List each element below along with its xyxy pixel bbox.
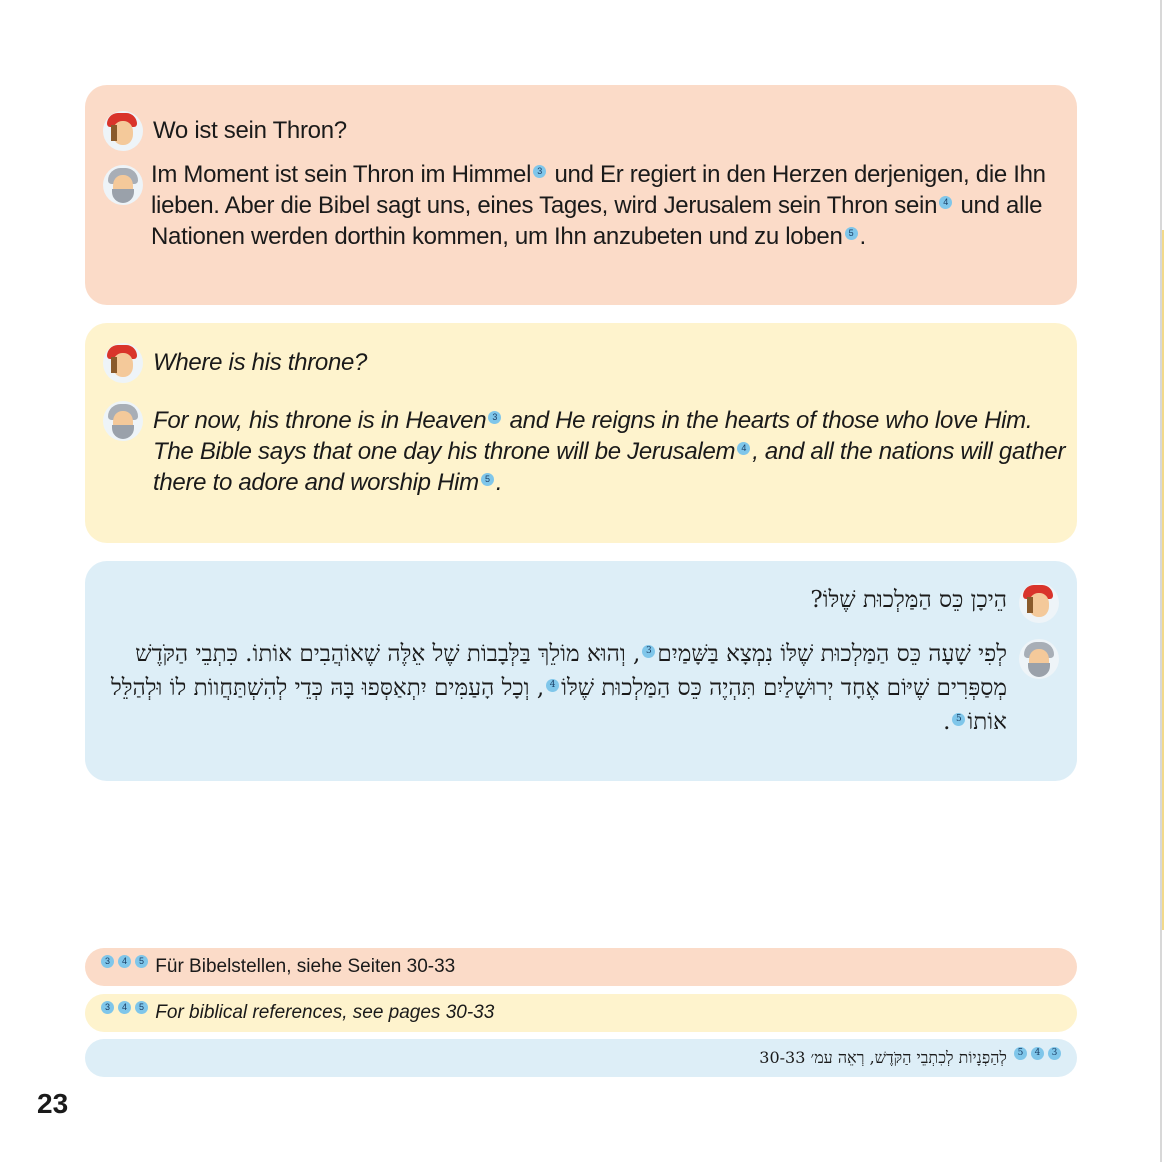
hebrew-answer: לְפִי שָׁעָה כֵּס הַמַּלְכוּת שֶׁלּוֹ נִמְצָא בַּשָּׁמַיִם3, וְהוּא מוֹלֵךְ בַּלְּבָבוֹת שֶׁל אֵלֶּה שֶׁאוֹהֲבִים אוֹתוֹ. כִּתְבֵי הַקֹּדֶשׁ מְסַפְּרִים שֶׁיּוֹם אֶחָד יְרוּשָׁלַיִם תִּהְיֶה כֵּס הַמַּלְכוּת שֶׁלּוֹ4, וְכָל הָעַמִּים יִתְאַסְּפוּ בָּהּ כְּדֵי לְהִשְׁתַּחֲווֹת לוֹ וּלְהַלֵּל אוֹתוֹ5. bbox=[110, 641, 1007, 735]
footnote-badge: 5 bbox=[845, 227, 858, 240]
english-section bbox=[85, 323, 1077, 543]
german-answer: Im Moment ist sein Thron im Himmel 3 und Er regiert in den Herzen derjenigen, die Ihn lieben. Aber die Bibel sagt uns, eines Tages, wird Jerusalem sein Thron sein 4 und alle Nationen werden dorthin kommen, um Ihn anzubeten und zu loben 5 . bbox=[151, 161, 1046, 250]
footnote-badge: 3 bbox=[1048, 1047, 1061, 1060]
german-question: Wo ist sein Thron? bbox=[153, 117, 347, 144]
footnote-badge: 4 bbox=[1031, 1047, 1044, 1060]
german-section bbox=[85, 85, 1077, 305]
hebrew-footnote bbox=[85, 1039, 1077, 1077]
footnote-badge: 5 bbox=[135, 955, 148, 968]
german-footnote bbox=[85, 948, 1077, 986]
german-footnote-text: Für Bibelstellen, siehe Seiten 30-33 bbox=[155, 956, 456, 977]
english-question: Where is his throne? bbox=[153, 349, 368, 376]
footnote-badge: 5 bbox=[1014, 1047, 1027, 1060]
young-man-avatar-icon bbox=[103, 343, 143, 383]
english-footnote bbox=[85, 994, 1077, 1032]
old-man-avatar-icon bbox=[103, 401, 143, 441]
young-man-avatar-icon bbox=[103, 111, 143, 151]
english-footnote-text: For biblical references, see pages 30-33 bbox=[155, 1002, 495, 1023]
footnote-badge: 5 bbox=[952, 713, 965, 726]
english-answer: For now, his throne is in Heaven 3 and He reigns in the hearts of those who love Him. The Bible says that one day his throne will be Jerusalem 4 , and all the nations will gather there to adore and worship Him 5 . bbox=[153, 407, 1066, 496]
footnote-badge: 3 bbox=[533, 165, 546, 178]
footnote-badge: 4 bbox=[118, 1001, 131, 1014]
footnote-badge: 4 bbox=[546, 679, 559, 692]
footnote-badge: 3 bbox=[488, 411, 501, 424]
page-number: 23 bbox=[37, 1088, 69, 1119]
footnote-badge: 5 bbox=[135, 1001, 148, 1014]
footnote-badge: 4 bbox=[939, 196, 952, 209]
old-man-avatar-icon bbox=[1019, 639, 1059, 679]
hebrew-section bbox=[85, 561, 1077, 781]
footnote-badge: 4 bbox=[118, 955, 131, 968]
footnote-badge: 4 bbox=[737, 442, 750, 455]
footnote-badge: 3 bbox=[101, 955, 114, 968]
footnote-badge: 3 bbox=[642, 645, 655, 658]
hebrew-question: הֵיכָן כֵּס הַמַּלְכוּת שֶׁלּוֹ? bbox=[810, 587, 1007, 613]
old-man-avatar-icon bbox=[103, 165, 143, 205]
hebrew-footnote-text: לְהַפְנָיוֹת לְכִתְבֵי הַקֹּדֶשׁ, רְאֵה עמ׳ 30-33 bbox=[759, 1048, 1007, 1067]
young-man-avatar-icon bbox=[1019, 583, 1059, 623]
footnote-badge: 5 bbox=[481, 473, 494, 486]
footnote-badge: 3 bbox=[101, 1001, 114, 1014]
